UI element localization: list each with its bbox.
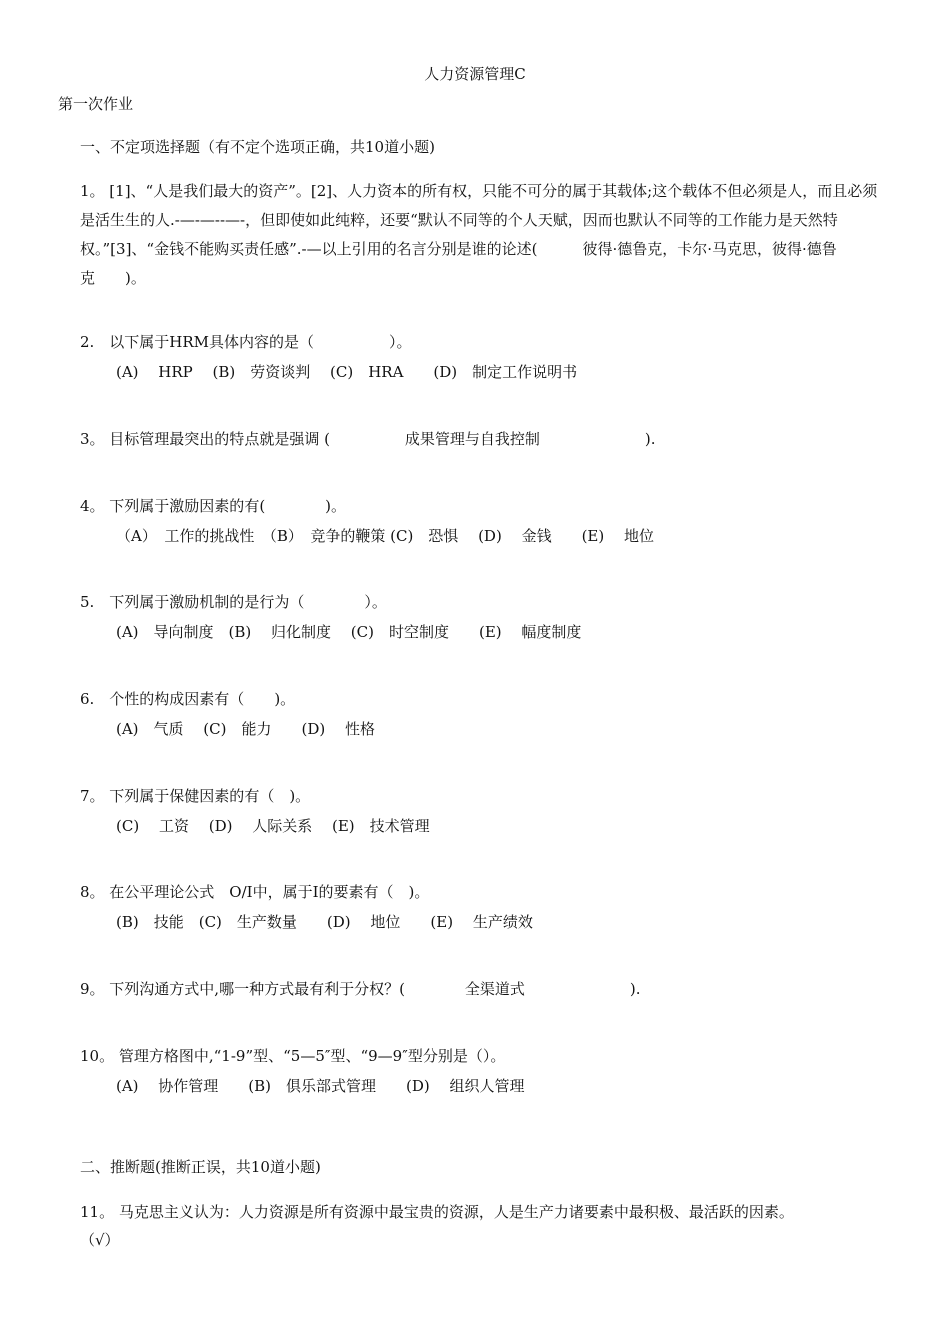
- question-7-stem: 7。 下列属于保健因素的有（ )。: [80, 787, 311, 805]
- question-6-stem: 6. 个性的构成因素有（ )。: [80, 690, 296, 708]
- question-2-stem: 2. 以下属于HRM具体内容的是（ ）。: [80, 333, 412, 351]
- question-11-answer: （√）: [80, 1231, 120, 1249]
- question-4-stem: 4。 下列属于激励因素的有( )。: [80, 497, 347, 515]
- question-10-stem: 10。 管理方格图中,“1-9”型、“5—5″型、“9—9″型分别是（）。: [80, 1047, 506, 1065]
- question-5-stem: 5. 下列属于激励机制的是行为（ ）。: [80, 593, 387, 611]
- question-9-stem: 9。 下列沟通方式中,哪一种方式最有利于分权？( 全渠道式 ).: [80, 980, 641, 998]
- question-5-options: (A) 导向制度 (B) 归化制度 (C) 时空制度 (E) 幅度制度: [116, 623, 582, 641]
- question-7-options: (C) 工资 (D) 人际关系 (E) 技术管理: [116, 817, 430, 835]
- question-11: 11。 马克思主义认为：人力资源是所有资源中最宝贵的资源，人是生产力诸要素中最积极、最活跃的因素。: [80, 1203, 794, 1221]
- question-8-options: (B) 技能 (C) 生产数量 (D) 地位 (E) 生产绩效: [116, 913, 533, 931]
- assignment-label: 第一次作业: [58, 95, 134, 113]
- question-4-options: （A） 工作的挑战性 （B） 竞争的鞭策 (C) 恐惧 (D) 金钱 (E) 地位: [116, 527, 654, 545]
- question-1: 1。 [1]、“人是我们最大的资产”。[2]、人力资本的所有权，只能不可分的属于其载体;这个载体不但必须是人，而且必须是活生生的人.-—-—--—-，但即使如此纯粹，还要“默认不同等的个人天赋，因而也默认不同等的工作能力是天然特权。”[3]、“金钱不能购买责任感”.-—以上引用的名言分别是谁的论述( 彼得·德鲁克，卡尔·马克思，彼得·德鲁克 )。: [80, 182, 878, 287]
- section-2-heading: 二、推断题(推断正误，共10道小题): [80, 1158, 321, 1176]
- question-6-options: (A) 气质 (C) 能力 (D) 性格: [116, 720, 375, 738]
- question-8-stem: 8。 在公平理论公式 O/I中，属于I的要素有（ )。: [80, 883, 430, 901]
- section-1-heading: 一、不定项选择题（有不定个选项正确，共10道小题): [80, 138, 435, 156]
- question-10-options: (A) 协作管理 (B) 俱乐部式管理 (D) 组织人管理: [116, 1077, 525, 1095]
- question-2-options: (A) HRP (B) 劳资谈判 (C) HRA (D) 制定工作说明书: [116, 363, 578, 381]
- document-title: 人力资源管理C: [424, 65, 526, 83]
- question-3-stem: 3。 目标管理最突出的特点就是强调 ( 成果管理与自我控制 ).: [80, 430, 656, 448]
